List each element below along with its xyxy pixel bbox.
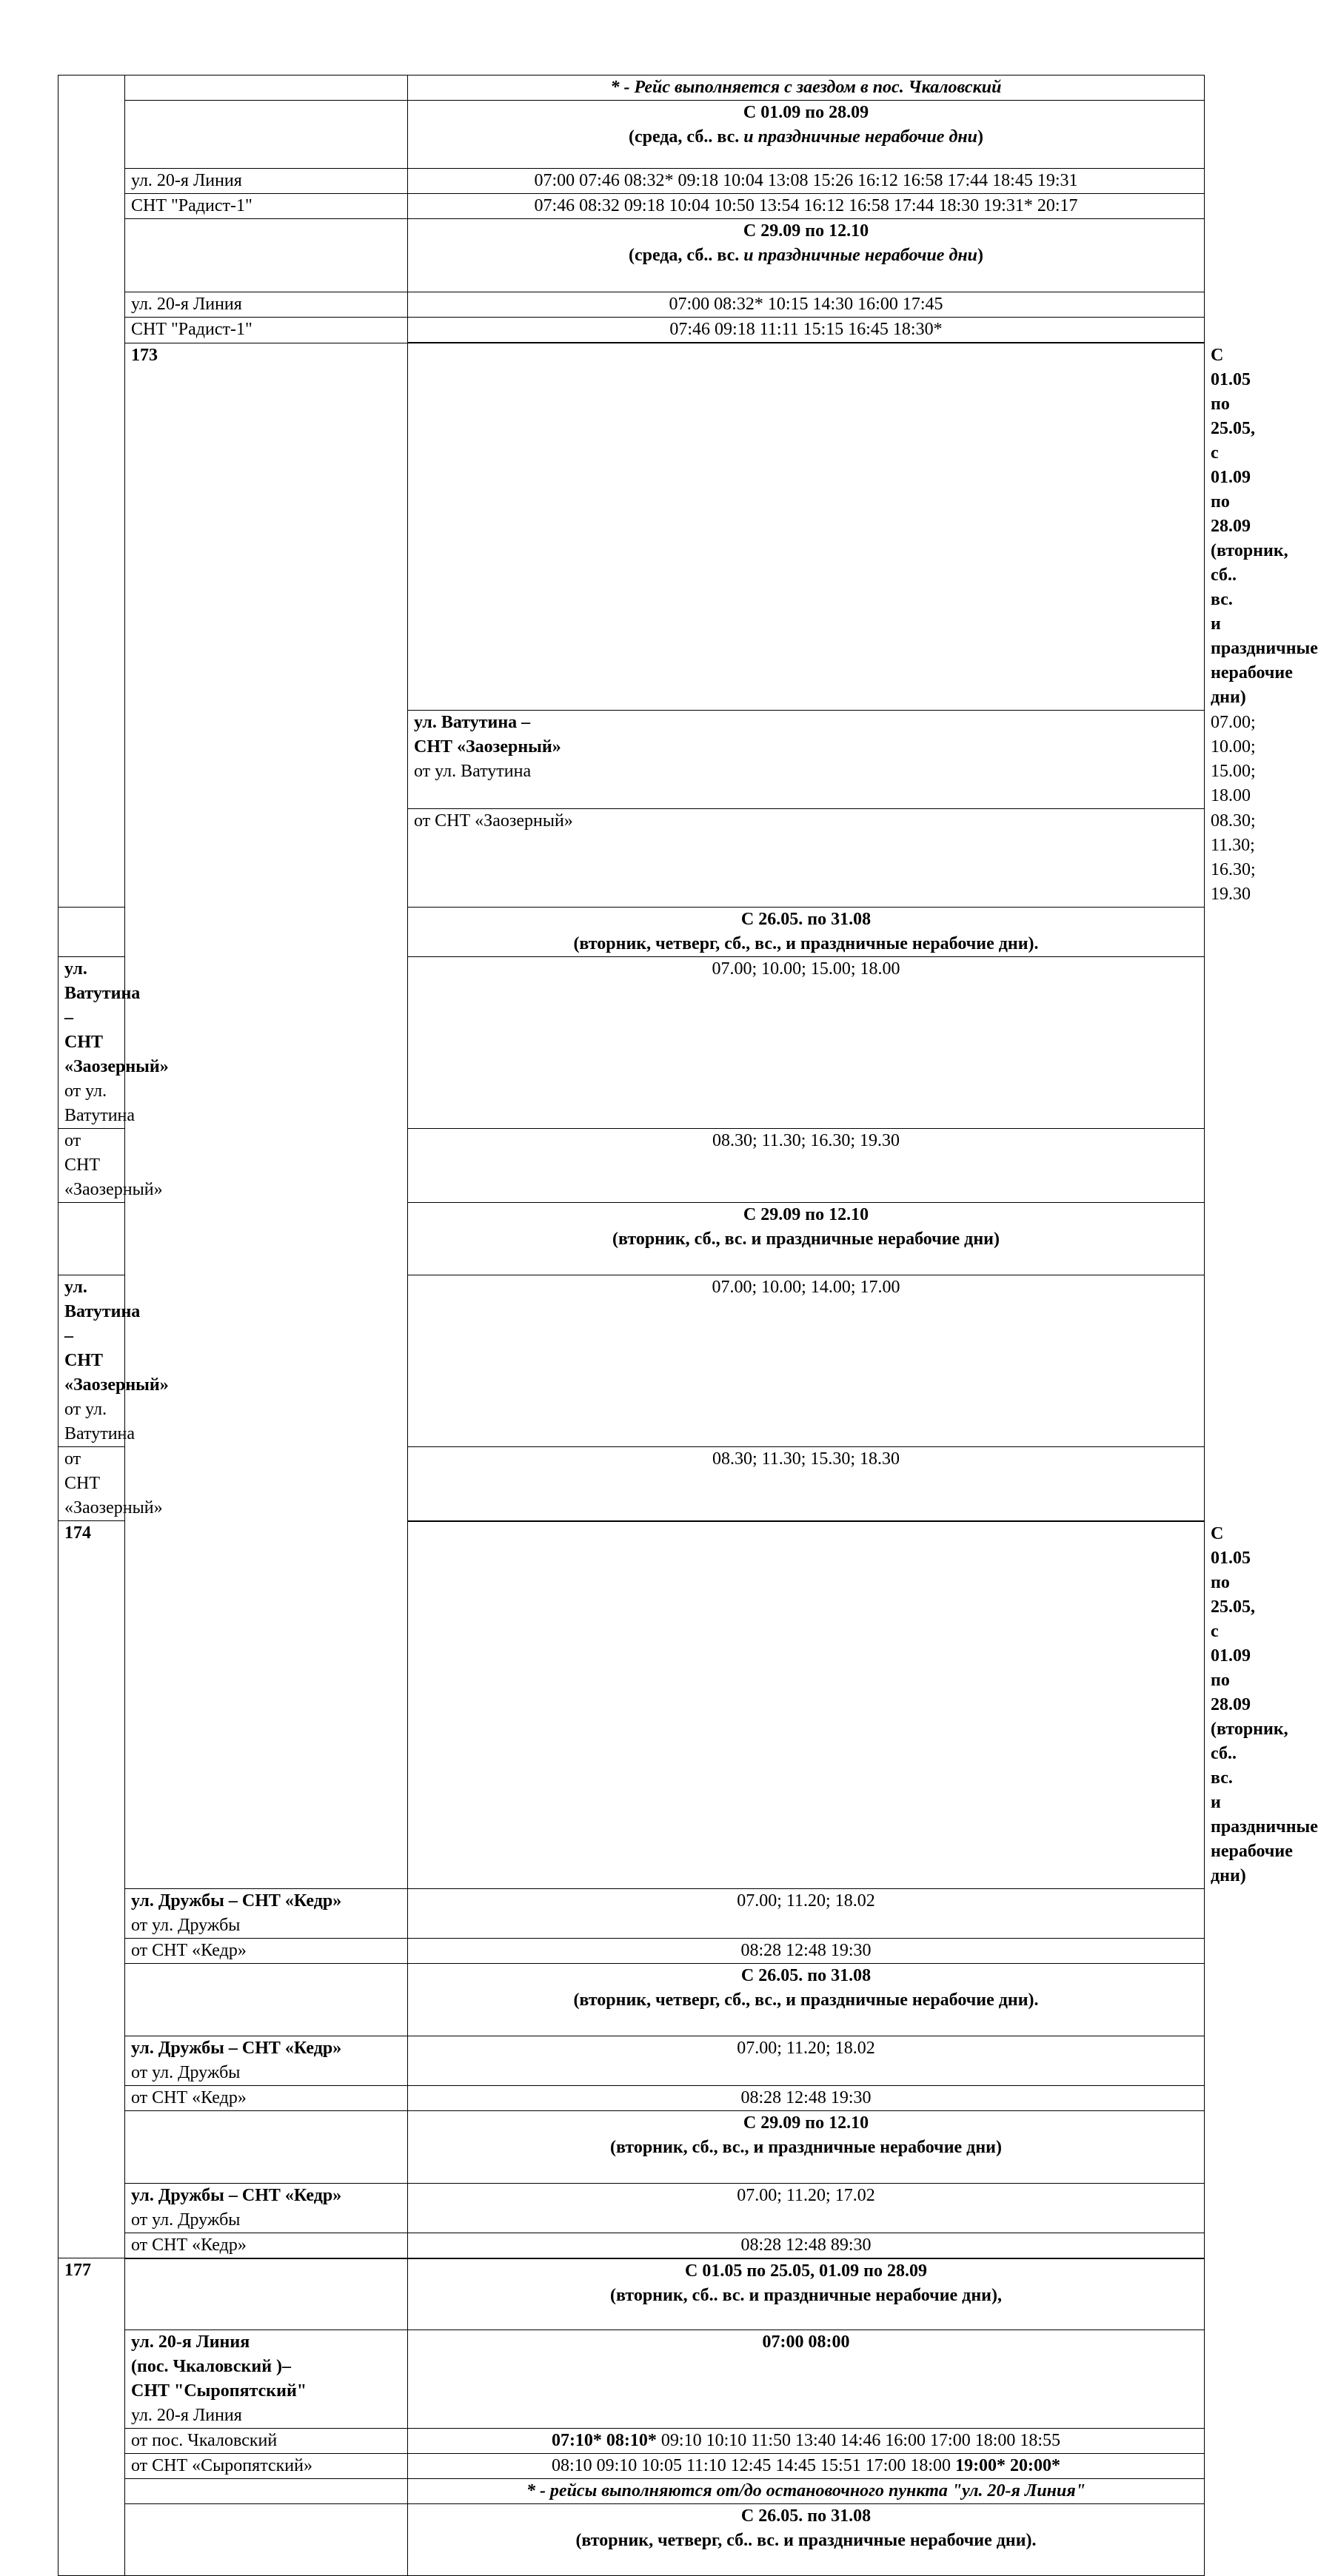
- route-name: ул. Дружбы – СНТ «Кедр» от ул. Дружбы: [125, 2036, 408, 2085]
- table-row: [58, 2454, 1205, 2479]
- route-name: ул. 20-я Линия (пос. Чкаловский )– СНТ "Сыропятский" ул. 20-я Линия: [125, 2330, 408, 2429]
- stop-name: ул. 20-я Линия: [125, 169, 408, 194]
- stop-name: от СНТ «Кедр»: [125, 1938, 408, 1963]
- departure-times: 08.30; 11.30; 15.30; 18.30: [408, 1447, 1205, 1521]
- table-row: [58, 292, 1205, 318]
- stop-name: ул. 20-я Линия: [125, 292, 408, 318]
- table-row: [58, 2429, 1205, 2454]
- departure-times: 07:00 08:00: [408, 2330, 1205, 2429]
- departure-times: 07.00; 11.20; 18.02: [408, 1888, 1205, 1938]
- table-row: [58, 1888, 1205, 1938]
- stop-name: от СНТ «Кедр»: [125, 2085, 408, 2110]
- route-name: ул. Дружбы – СНТ «Кедр» от ул. Дружбы: [125, 1888, 408, 1938]
- footnote: * - Рейс выполняется с заездом в пос. Чкаловский: [408, 76, 1205, 101]
- departure-times: 07.00; 10.00; 15.00; 18.00: [408, 957, 1205, 1129]
- table-row: [58, 2110, 1205, 2183]
- stop-name: от СНТ «Заозерный»: [58, 1447, 125, 1521]
- table-row: [58, 318, 1205, 343]
- route-number: 174: [58, 1521, 125, 2258]
- table-row: [58, 1963, 1205, 2036]
- table-row: [58, 2479, 1205, 2504]
- departure-times: 07:00 07:46 08:32* 09:18 10:04 13:08 15:26 16:12 16:58 17:44 18:45 19:31: [408, 169, 1205, 194]
- departure-times: 07.00; 11.20; 18.02: [408, 2036, 1205, 2085]
- table-row: [58, 76, 1205, 101]
- stop-name: от СНТ «Кедр»: [125, 2233, 408, 2258]
- departure-times: 08:10 09:10 10:05 11:10 12:45 14:45 15:51 17:00 18:00 19:00* 20:00*: [408, 2454, 1205, 2479]
- stop-name: от СНТ «Заозерный»: [408, 809, 1205, 908]
- table-row: [58, 2085, 1205, 2110]
- departure-times: 07.00; 10.00; 14.00; 17.00: [408, 1275, 1205, 1447]
- route-name: ул. Ватутина – СНТ «Заозерный» от ул. Ватутина: [58, 957, 125, 1129]
- departure-times: 07.00; 11.20; 17.02: [408, 2183, 1205, 2233]
- table-row: [58, 2183, 1205, 2233]
- table-row: [58, 219, 1205, 292]
- stop-name: от СНТ «Сыропятский»: [125, 2454, 408, 2479]
- route-name: ул. Ватутина – СНТ «Заозерный» от ул. Ватутина: [408, 711, 1205, 809]
- table-row: [58, 169, 1205, 194]
- route-cell: [125, 76, 408, 101]
- period-header: С 29.09 по 12.10 (вторник, сб., вс. и праздничные нерабочие дни): [408, 1203, 1205, 1275]
- table-row: [58, 101, 1205, 169]
- table-row: [58, 2258, 1205, 2330]
- stop-name: СНТ "Радист-1": [125, 318, 408, 343]
- table-row: 173 С 01.05 по 25.05, с 01.09 по 28.09 (вторник, сб.. вс. и праздничные нерабочие дни): [58, 343, 1205, 711]
- departure-times: 08:28 12:48 19:30: [408, 2085, 1205, 2110]
- departure-times: 08.30; 11.30; 16.30; 19.30: [408, 1129, 1205, 1203]
- stop-name: СНТ "Радист-1": [125, 194, 408, 219]
- period-header: С 01.05 по 25.05, 01.09 по 28.09 (вторник, сб.. вс. и праздничные нерабочие дни),: [408, 2258, 1205, 2330]
- route-name: ул. Ватутина – СНТ «Заозерный» от ул. Ватутина: [58, 1275, 125, 1447]
- table-row: [58, 2330, 1205, 2429]
- period-header: С 29.09 по 12.10 (среда, сб.. вс. и праздничные нерабочие дни): [408, 219, 1205, 292]
- route-number-cell: [58, 76, 125, 908]
- table-row: [58, 2504, 1205, 2576]
- period-header: С 26.05. по 31.08 (вторник, четверг, сб.. вс. и праздничные нерабочие дни).: [408, 2504, 1205, 2576]
- table-row: [58, 1938, 1205, 1963]
- stop-name: от пос. Чкаловский: [125, 2429, 408, 2454]
- table-row: 174 С 01.05 по 25.05, с 01.09 по 28.09 (вторник, сб.. вс. и праздничные нерабочие дни): [58, 1521, 1205, 1889]
- route-number: 173: [125, 343, 408, 1888]
- stop-name: от СНТ «Заозерный»: [58, 1129, 125, 1203]
- route-number: 177: [58, 2258, 125, 2576]
- departure-times: 08:28 12:48 19:30: [408, 1938, 1205, 1963]
- departure-times: 08:28 12:48 89:30: [408, 2233, 1205, 2258]
- footnote: * - рейсы выполняются от/до остановочного пункта "ул. 20-я Линия": [408, 2479, 1205, 2504]
- departure-times: 07:00 08:32* 10:15 14:30 16:00 17:45: [408, 292, 1205, 318]
- departure-times: 07:46 08:32 09:18 10:04 10:50 13:54 16:12 16:58 17:44 18:30 19:31* 20:17: [408, 194, 1205, 219]
- period-header: С 29.09 по 12.10 (вторник, сб., вс., и праздничные нерабочие дни): [408, 2110, 1205, 2183]
- period-header: С 26.05. по 31.08 (вторник, четверг, сб., вс., и праздничные нерабочие дни).: [408, 908, 1205, 957]
- departure-times: 07:46 09:18 11:11 15:15 16:45 18:30*: [408, 318, 1205, 343]
- period-header: С 01.09 по 28.09 (среда, сб.. вс. и праздничные нерабочие дни): [408, 101, 1205, 169]
- table-row: от СНТ «Заозерный» 08.30; 11.30; 16.30; 19.30: [58, 809, 1205, 908]
- table-row: [58, 2233, 1205, 2258]
- schedule-table: [58, 75, 1318, 2576]
- route-name: ул. Дружбы – СНТ «Кедр» от ул. Дружбы: [125, 2183, 408, 2233]
- period-header: С 26.05. по 31.08 (вторник, четверг, сб., вс., и праздничные нерабочие дни).: [408, 1963, 1205, 2036]
- table-row: [58, 194, 1205, 219]
- table-row: [58, 2036, 1205, 2085]
- table-row: ул. Ватутина – СНТ «Заозерный» от ул. Ватутина 07.00; 10.00; 15.00; 18.00: [58, 711, 1205, 809]
- departure-times: 07:10* 08:10* 09:10 10:10 11:50 13:40 14:46 16:00 17:00 18:00 18:55: [408, 2429, 1205, 2454]
